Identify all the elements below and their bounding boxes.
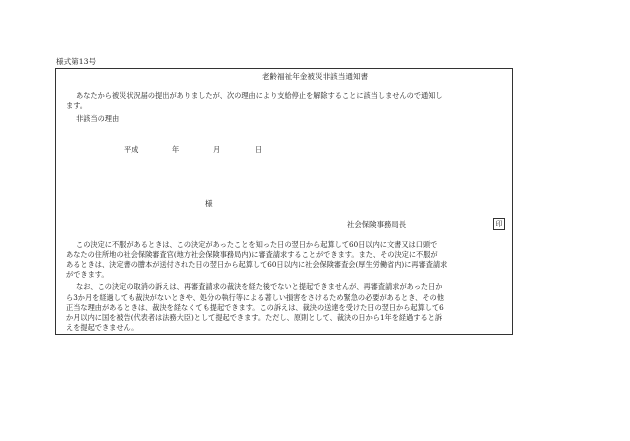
reason-label: 非該当の理由 [76,114,120,123]
appeal-note-line: ら3か月を経過しても裁決がないときや、処分の執行等による著しい損害をさけるため緊急の必要があるとき、その他 [66,293,444,302]
appeal-note-line: えを提起できません。 [66,323,139,332]
appeal-note-line: なお、この決定の取消の訴えは、再審査請求の裁決を経た後でないと提起できませんが、再審査請求があった日か [76,282,443,291]
appeal-note-line: か月以内に国を被告(代表者は法務大臣)として提起できます。ただし、原則として、裁決の日から1年を経過すると訴 [66,313,443,322]
date-year-label: 年 [172,145,180,154]
intro-line: あなたから被災状況届の提出がありましたが、次の理由により支給停止を解除することに該当しませんので通知し [76,91,443,100]
date-month-label: 月 [213,145,221,154]
issuer-title: 社会保険事務局長 [347,220,407,229]
appeal-note-line: あるときは、決定書の謄本が送付された日の翌日から起算して60日以内に社会保険審査会(厚生労働省内)に再審査請求 [66,260,448,269]
appeal-note-line: 正当な理由があるときは、裁決を経なくても提起できます。この訴えは、裁決の送達を受けた日の翌日から起算して6 [66,303,444,312]
addressee-honorific: 様 [205,199,213,208]
document-title: 老齢福祉年金被災非該当通知書 [261,72,369,81]
date-era: 平成 [124,145,139,154]
form-number: 様式第13号 [56,57,97,66]
seal-box: 印 [493,218,505,230]
appeal-note-line: あなたの住所地の社会保険審査官(地方社会保険事務局内)に審査請求することができます。また、その決定に不服が [66,250,438,259]
appeal-note-line: この決定に不服があるときは、この決定があったことを知った日の翌日から起算して60日以内に文書又は口頭で [76,240,438,249]
date-day-label: 日 [255,145,263,154]
intro-line: ます。 [66,101,87,110]
appeal-note-line: ができます。 [66,270,109,279]
